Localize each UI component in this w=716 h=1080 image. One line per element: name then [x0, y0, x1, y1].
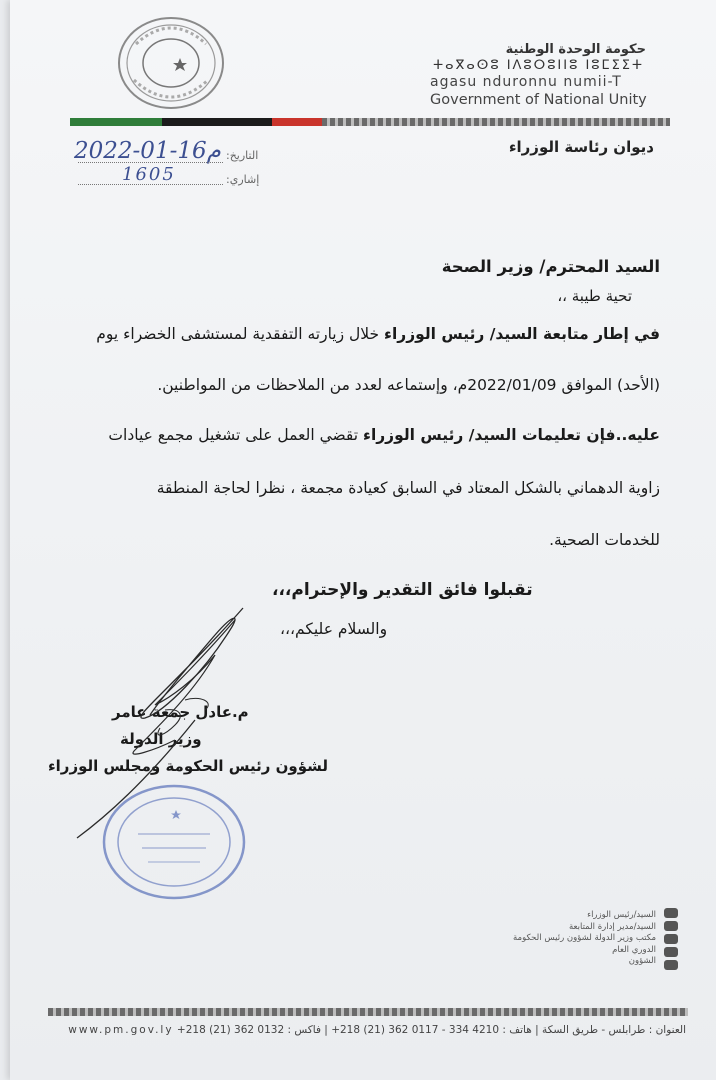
paragraph-1-rest: خلال زيارته التفقدية لمستشفى الخضراء يوم — [96, 325, 385, 343]
date-label: التاريخ: — [226, 149, 259, 162]
paragraph-3 — [108, 426, 660, 444]
footer-contact: العنوان : طرابلس - طريق السكة | هاتف : 4210 334 - 0117 362 (21) 218+ | فاكس : 0132 362 (21) 218+ www.pm.gov.ly — [68, 1024, 686, 1036]
reference-dotted-line — [78, 184, 223, 185]
copy-recipient: السيد/رئيس الوزراء — [587, 910, 656, 920]
government-name-tifinagh: ⵜⴰⴳⴰⵙⵓ ⵏⴷⵓⵔⵓⵏⵏⵓ ⵏⵓⵎⵉⵉⵜ — [433, 58, 644, 73]
footer-phone: هاتف : 4210 334 - 0117 362 (21) 218+ — [331, 1024, 532, 1036]
government-name-amazigh: agasu nduronnu numii-T — [430, 74, 622, 90]
footer-fax: فاكس : 0132 362 (21) 218+ — [176, 1024, 321, 1036]
paragraph-3-rest: تقضي العمل على تشغيل مجمع عيادات — [108, 426, 364, 444]
addressee: السيد المحترم/ وزير الصحة — [441, 257, 660, 276]
paragraph-5: للخدمات الصحية. — [549, 531, 660, 549]
footer-website: www.pm.gov.ly — [68, 1024, 174, 1036]
letter-page — [10, 0, 716, 1080]
flag-green-stripe — [70, 118, 162, 126]
flag-color-bar — [70, 118, 670, 126]
signatory-name: م.عادل جمعة عامر — [112, 703, 249, 721]
official-stamp — [98, 782, 250, 902]
office-title: ديوان رئاسة الوزراء — [508, 138, 654, 156]
government-name-english: Government of National Unity — [430, 92, 647, 108]
paragraph-1 — [96, 325, 660, 343]
copy-recipient: الشؤون — [628, 956, 656, 966]
copies-stack-icon — [662, 906, 680, 972]
handwritten-date: 2022-01-16م — [74, 138, 221, 164]
flag-red-stripe — [272, 118, 322, 126]
greeting: تحية طيبة ،، — [557, 287, 632, 305]
signatory-office: لشؤون رئيس الحكومة ومجلس الوزراء — [48, 757, 329, 775]
footer-braid — [48, 1008, 688, 1016]
copies-list — [513, 910, 656, 968]
reference-label: إشاري: — [226, 173, 260, 186]
handwritten-reference: 1605 — [122, 164, 176, 185]
libya-government-seal — [114, 14, 228, 112]
paragraph-3-lead: عليه..فإن تعليمات السيد/ رئيس الوزراء — [363, 426, 660, 444]
date-dotted-line — [78, 162, 223, 163]
salutation: والسلام عليكم،،، — [280, 620, 388, 638]
signatory-title: وزير الدولة — [120, 730, 202, 748]
paragraph-1-lead: في إطار متابعة السيد/ رئيس الوزراء — [384, 325, 660, 343]
paragraph-4: زاوية الدهماني بالشكل المعتاد في السابق كعيادة مجمعة ، نظرا لحاجة المنطقة — [156, 479, 660, 497]
decorative-braid — [322, 118, 670, 126]
flag-black-stripe — [162, 118, 272, 126]
government-name-arabic: حكومة الوحدة الوطنية — [505, 42, 646, 57]
copy-recipient: السيد/مدير إدارة المتابعة — [568, 921, 656, 932]
copy-recipient: مكتب وزير الدولة لشؤون رئيس الحكومة — [512, 933, 656, 943]
closing-line: تقبلوا فائق التقدير والإحترام،،، — [272, 580, 533, 600]
footer-address: العنوان : طرابلس - طريق السكة — [541, 1024, 686, 1036]
paragraph-2: (الأحد) الموافق 2022/01/09م، وإستماعه لعدد من الملاحظات من المواطنين. — [157, 376, 660, 394]
copy-recipient: الدوري العام — [612, 944, 656, 955]
